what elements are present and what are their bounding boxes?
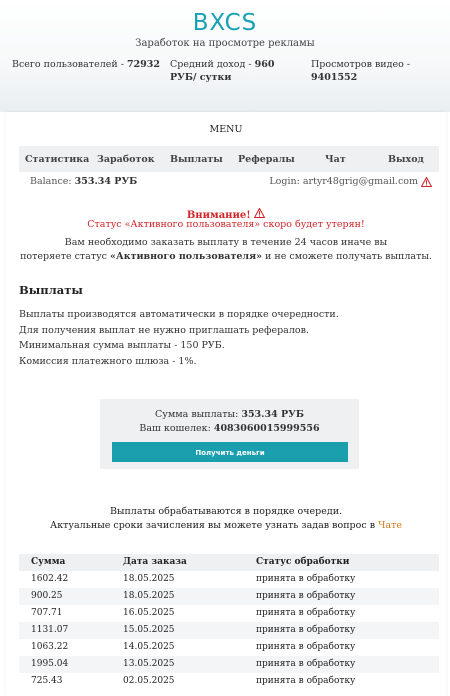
cell-status: принята в обработку: [256, 574, 356, 584]
cell-status: принята в обработку: [256, 659, 356, 669]
info-line: Для получения выплат не нужно приглашать рефералов.: [19, 324, 309, 336]
cell-status: принята в обработку: [256, 625, 356, 635]
table-row: [19, 571, 439, 588]
menu-item-referrals[interactable]: Рефералы: [238, 154, 295, 165]
login-email: Login: artyr48grig@gmail.com: [269, 176, 418, 187]
payouts-table: [19, 554, 439, 690]
cell-status: принята в обработку: [256, 676, 356, 686]
stat-income: Средний доход - 960 РУБ/ сутки: [170, 59, 275, 83]
header-status: Статус обработки: [256, 557, 350, 567]
cell-date: 13.05.2025: [123, 659, 175, 669]
alert-text: Вам необходимо заказать выплату в течение 24 часов иначе вы потеряете статус «Активного пользователя» и не сможете получать выплаты.: [20, 237, 432, 262]
cell-sum: 1995.04: [31, 659, 69, 669]
payout-wallet: Ваш кошелек: 4083060015999556: [139, 423, 320, 434]
cell-date: 02.05.2025: [123, 676, 175, 686]
payout-sum: Сумма выплаты: 353.34 РУБ: [155, 409, 304, 420]
menu-item-logout[interactable]: Выход: [388, 154, 424, 165]
alert-title: Внимание!: [6, 208, 446, 221]
menu-bar: [19, 146, 439, 172]
table-row: [19, 588, 439, 605]
menu-title: MENU: [209, 124, 243, 135]
table-row: [19, 656, 439, 673]
site-header: [0, 0, 450, 112]
menu-item-payouts[interactable]: Выплаты: [170, 154, 223, 165]
cell-date: 15.05.2025: [123, 625, 175, 635]
get-money-button[interactable]: Получить деньги: [112, 442, 348, 462]
menu-item-statistics[interactable]: Статистика: [25, 154, 90, 165]
cell-date: 18.05.2025: [123, 574, 175, 584]
queue-text: Выплаты обрабатываются в порядке очереди.: [109, 506, 343, 517]
table-row: [19, 622, 439, 639]
alert-status: Статус «Активного пользователя» скоро будет утерян!: [87, 219, 365, 230]
site-subtitle: Заработок на просмотре рекламы: [135, 38, 315, 49]
balance: Balance: 353.34 РУБ: [30, 176, 138, 187]
cell-sum: 1131.07: [31, 625, 69, 635]
cell-status: принята в обработку: [256, 608, 356, 618]
cell-status: принята в обработку: [256, 591, 356, 601]
cell-sum: 707.71: [31, 608, 63, 618]
table-row: [19, 673, 439, 690]
stat-views: Просмотров видео - 9401552: [311, 59, 411, 83]
table-row: [19, 639, 439, 656]
cell-date: 14.05.2025: [123, 642, 175, 652]
table-row: [19, 605, 439, 622]
cell-sum: 1063.22: [31, 642, 69, 652]
info-line: Выплаты производятся автоматически в порядке очередности.: [19, 309, 339, 320]
cell-date: 16.05.2025: [123, 608, 175, 618]
cell-sum: 900.25: [31, 591, 63, 601]
menu-item-earnings[interactable]: Заработок: [97, 154, 155, 165]
payout-box: [100, 399, 359, 469]
site-logo[interactable]: BXCS: [192, 10, 258, 36]
menu-item-chat[interactable]: Чат: [325, 154, 346, 165]
terms-text: Актуальные сроки зачисления вы можете узнать задав вопрос в Чате: [50, 520, 402, 531]
warning-icon: [421, 177, 432, 187]
header-sum: Сумма: [31, 557, 66, 567]
cell-sum: 1602.42: [31, 574, 69, 584]
login-info: [269, 176, 432, 187]
header-date: Дата заказа: [123, 557, 187, 567]
main-card: [6, 112, 446, 696]
info-line: Комиссия платежного шлюза - 1%.: [19, 355, 197, 367]
payouts-info: [19, 307, 339, 369]
table-header: [19, 554, 439, 571]
cell-date: 18.05.2025: [123, 591, 175, 601]
stat-users: Всего пользователей - 72932: [12, 59, 160, 70]
payouts-title: Выплаты: [19, 283, 83, 297]
warning-icon: [254, 208, 265, 218]
chat-link[interactable]: Чате: [378, 520, 402, 531]
cell-sum: 725.43: [31, 676, 63, 686]
cell-status: принята в обработку: [256, 642, 356, 652]
info-line: Минимальная сумма выплаты - 150 РУБ.: [19, 340, 225, 351]
